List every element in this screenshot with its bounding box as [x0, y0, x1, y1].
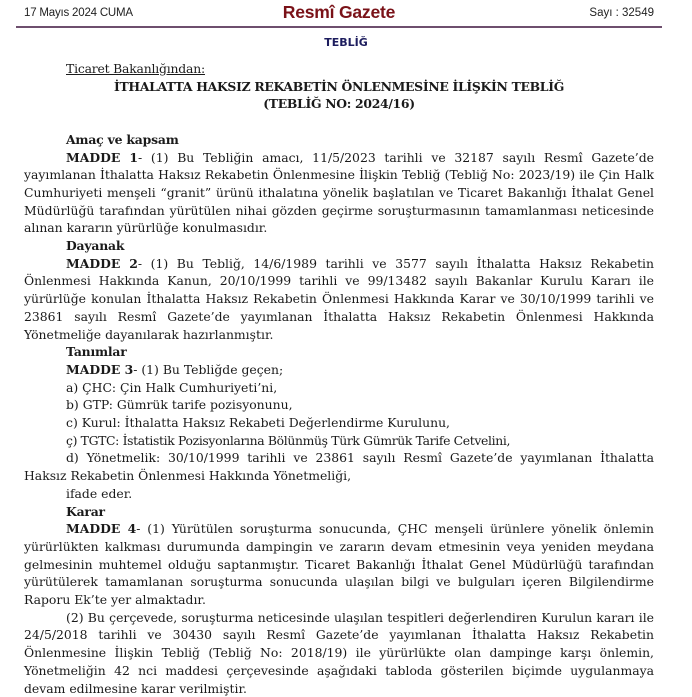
article-4-paragraph-2: (2) Bu çerçevede, soruşturma neticesinde ulaşılan tespitleri değerlendiren Kurulun kararı ile 24/5/2018 tarihli ve 30430 sayılı Resmî Gazete’de yayımlanan İthalatta Haksız Rekabetin Önlenmesine İlişkin Tebliğ (Tebliğ No: 2018/19) ile yürürlükte olan dampinge karşı önlemin, Yönetmeliğin 42 nci maddesi çerçevesinde aşağıdaki tabloda gösterilen biçimde uygulanmaya devam edilmesine karar verilmiştir.	[24, 609, 654, 696]
gazette-header	[16, 0, 662, 28]
article-label: MADDE 2	[66, 255, 138, 271]
article-text: - (1) Bu Tebliğde geçen;	[133, 361, 284, 377]
spacer	[24, 113, 654, 131]
section-heading-amac: Amaç ve kapsam	[66, 131, 179, 147]
article-text: - (1) Bu Tebliğ, 14/6/1989 tarihli ve 3577 sayılı İthalatta Haksız Rekabetin Önlenmesi Hakkında Kanun, 20/10/1999 tarihli ve 99/13482 sayılı Bakanlar Kurulu Kararı ile yürürlüğe konulan İthalatta Haksız Rekabetin Önlenmesi Hakkında Karar ve 30/10/1999 tarihli ve 23861 sayılı Resmî Gazete’de yayımlanan İthalatta Haksız Rekabetin Önlenmesi Hakkında Yönetmeliğe dayanılarak hazırlanmıştır.	[24, 255, 654, 342]
section-heading-dayanak: Dayanak	[66, 238, 125, 254]
section-heading-karar: Karar	[66, 503, 105, 519]
issue-date: 17 Mayıs 2024 CUMA	[24, 7, 133, 19]
article-1	[24, 149, 654, 238]
article-3	[24, 361, 654, 379]
article-text: - (1) Bu Tebliğin amacı, 11/5/2023 tarihli ve 32187 sayılı Resmî Gazete’de yayımlanan İthalatta Haksız Rekabetin Önlenmesine İlişkin Tebliğ (Tebliğ No: 2023/19) ile Çin Halk Cumhuriyeti menşeli “granit” ürünü ithalatına yönelik başlatılan ve Ticaret Bakanlığı İthalat Genel Müdürlüğü tarafından yürütülen nihai gözden geçirme soruşturmasının tamamlanması neticesinde alınan kararın yürürlüğe konulmasıdır.	[24, 149, 654, 236]
section-type-label: TEBLİĞ	[324, 36, 368, 49]
article-4-paragraph-1	[24, 520, 654, 609]
issuing-ministry: Ticaret Bakanlığından:	[66, 61, 205, 76]
document-body	[24, 60, 654, 697]
masthead-title: Resmî Gazete	[282, 2, 396, 22]
article-2	[24, 255, 654, 344]
definition-item: d) Yönetmelik: 30/10/1999 tarihli ve 23861 sayılı Resmî Gazete’de yayımlanan İthalatta Haksız Rekabetin Önlenmesi Hakkında Yönetmeliği,	[24, 450, 654, 484]
definition-item: b) GTP: Gümrük tarife pozisyonunu,	[66, 397, 293, 413]
article-label: MADDE 1	[66, 149, 138, 165]
issue-number: Sayı : 32549	[589, 7, 654, 19]
article-text: - (1) Yürütülen soruşturma sonucunda, ÇHC menşeli ürünlere yönelik önlemin yürürlükten kalkması durumunda dampingin ve zararın devam etmesinin veya yeniden meydana gelmesinin muhtemel olduğu saptanmıştır. Ticaret Bakanlığı İthalat Genel Müdürlüğü tarafından yürütülerek tamamlanan soruşturma sonucunda ulaşılan bilgi ve bulguları içeren Bilgilendirme Raporu Ek’te yer almaktadır.	[24, 521, 654, 608]
document-number: (TEBLİĞ NO: 2024/16)	[263, 96, 415, 112]
article-label: MADDE 3	[66, 361, 134, 377]
definition-item: ç) TGTC: İstatistik Pozisyonlarına Bölünmüş Türk Gümrük Tarife Cetvelini,	[66, 432, 511, 448]
document-title: İTHALATTA HAKSIZ REKABETİN ÖNLENMESİNE İLİŞKİN TEBLİĞ	[114, 78, 564, 94]
definition-item: c) Kurul: İthalatta Haksız Rekabeti Değerlendirme Kurulunu,	[66, 415, 451, 431]
section-heading-tanimlar: Tanımlar	[66, 344, 127, 360]
article-label: MADDE 4	[66, 521, 137, 537]
definition-closing: ifade eder.	[66, 485, 133, 501]
definition-item: a) ÇHC: Çin Halk Cumhuriyeti’ni,	[66, 379, 278, 395]
